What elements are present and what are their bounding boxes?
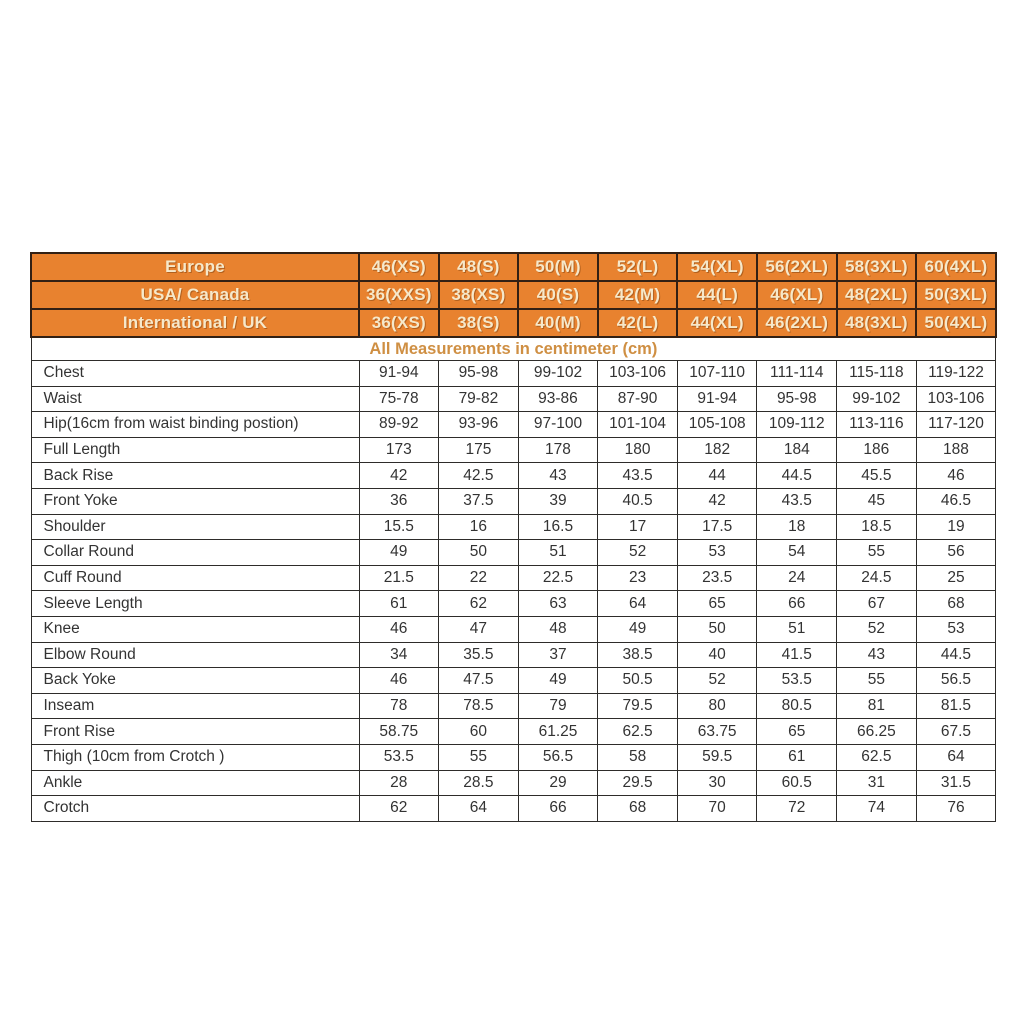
value-cell: 39 — [518, 488, 598, 514]
value-cell: 22 — [439, 565, 519, 591]
row-label: Inseam — [31, 693, 359, 719]
table-row — [31, 463, 996, 489]
value-cell: 50 — [677, 616, 757, 642]
value-cell: 103-106 — [916, 386, 996, 412]
value-cell: 52 — [677, 668, 757, 694]
value-cell: 42 — [677, 488, 757, 514]
value-cell: 53.5 — [757, 668, 837, 694]
value-cell: 48 — [518, 616, 598, 642]
row-label: Back Yoke — [31, 668, 359, 694]
value-cell: 63 — [518, 591, 598, 617]
value-cell: 117-120 — [916, 412, 996, 438]
row-label: Front Yoke — [31, 488, 359, 514]
row-label: Cuff Round — [31, 565, 359, 591]
table-row — [31, 744, 996, 770]
row-label: Sleeve Length — [31, 591, 359, 617]
size-cell: 54(XL) — [677, 253, 757, 281]
value-cell: 78 — [359, 693, 439, 719]
table-row — [31, 719, 996, 745]
value-cell: 23.5 — [677, 565, 757, 591]
value-cell: 68 — [598, 796, 678, 822]
value-cell: 46 — [916, 463, 996, 489]
value-cell: 28 — [359, 770, 439, 796]
measurement-unit-note: All Measurements in centimeter (cm) — [31, 337, 996, 361]
value-cell: 80 — [677, 693, 757, 719]
value-cell: 51 — [757, 616, 837, 642]
size-cell: 44(L) — [677, 281, 757, 309]
value-cell: 34 — [359, 642, 439, 668]
size-cell: 52(L) — [598, 253, 678, 281]
size-cell: 42(L) — [598, 309, 678, 337]
table-row — [31, 770, 996, 796]
value-cell: 21.5 — [359, 565, 439, 591]
table-row — [31, 540, 996, 566]
value-cell: 103-106 — [598, 361, 678, 387]
value-cell: 51 — [518, 540, 598, 566]
row-label: Collar Round — [31, 540, 359, 566]
header-row-europe — [31, 253, 996, 281]
value-cell: 93-96 — [439, 412, 519, 438]
table-row — [31, 412, 996, 438]
table-row — [31, 514, 996, 540]
value-cell: 75-78 — [359, 386, 439, 412]
table-row — [31, 437, 996, 463]
table-row — [31, 642, 996, 668]
value-cell: 56 — [916, 540, 996, 566]
header-row-usa-canada — [31, 281, 996, 309]
value-cell: 61 — [359, 591, 439, 617]
value-cell: 89-92 — [359, 412, 439, 438]
value-cell: 41.5 — [757, 642, 837, 668]
value-cell: 37.5 — [439, 488, 519, 514]
value-cell: 61.25 — [518, 719, 598, 745]
value-cell: 18.5 — [837, 514, 917, 540]
value-cell: 49 — [598, 616, 678, 642]
value-cell: 15.5 — [359, 514, 439, 540]
value-cell: 62.5 — [837, 744, 917, 770]
value-cell: 19 — [916, 514, 996, 540]
value-cell: 60 — [439, 719, 519, 745]
size-cell: 50(3XL) — [916, 281, 996, 309]
value-cell: 16.5 — [518, 514, 598, 540]
value-cell: 43.5 — [598, 463, 678, 489]
region-label-international-uk: International / UK — [31, 309, 359, 337]
value-cell: 43.5 — [757, 488, 837, 514]
row-label: Ankle — [31, 770, 359, 796]
value-cell: 62 — [359, 796, 439, 822]
value-cell: 65 — [757, 719, 837, 745]
size-cell: 50(4XL) — [916, 309, 996, 337]
value-cell: 24.5 — [837, 565, 917, 591]
value-cell: 109-112 — [757, 412, 837, 438]
value-cell: 35.5 — [439, 642, 519, 668]
value-cell: 70 — [677, 796, 757, 822]
value-cell: 49 — [518, 668, 598, 694]
value-cell: 54 — [757, 540, 837, 566]
value-cell: 24 — [757, 565, 837, 591]
value-cell: 29 — [518, 770, 598, 796]
value-cell: 38.5 — [598, 642, 678, 668]
measurement-rows — [31, 361, 996, 822]
value-cell: 56.5 — [916, 668, 996, 694]
value-cell: 79-82 — [439, 386, 519, 412]
value-cell: 47.5 — [439, 668, 519, 694]
size-cell: 48(S) — [439, 253, 519, 281]
value-cell: 64 — [916, 744, 996, 770]
value-cell: 99-102 — [837, 386, 917, 412]
value-cell: 93-86 — [518, 386, 598, 412]
size-cell: 44(XL) — [677, 309, 757, 337]
value-cell: 50.5 — [598, 668, 678, 694]
value-cell: 42.5 — [439, 463, 519, 489]
value-cell: 115-118 — [837, 361, 917, 387]
value-cell: 78.5 — [439, 693, 519, 719]
size-cell: 38(S) — [439, 309, 519, 337]
value-cell: 95-98 — [439, 361, 519, 387]
value-cell: 59.5 — [677, 744, 757, 770]
size-chart-container — [30, 252, 995, 822]
value-cell: 79 — [518, 693, 598, 719]
subtitle-row — [31, 337, 996, 361]
value-cell: 66 — [518, 796, 598, 822]
row-label: Crotch — [31, 796, 359, 822]
value-cell: 184 — [757, 437, 837, 463]
value-cell: 81.5 — [916, 693, 996, 719]
row-label: Waist — [31, 386, 359, 412]
value-cell: 119-122 — [916, 361, 996, 387]
value-cell: 49 — [359, 540, 439, 566]
value-cell: 66.25 — [837, 719, 917, 745]
size-cell: 46(2XL) — [757, 309, 837, 337]
value-cell: 18 — [757, 514, 837, 540]
value-cell: 113-116 — [837, 412, 917, 438]
value-cell: 29.5 — [598, 770, 678, 796]
table-row — [31, 565, 996, 591]
size-cell: 40(S) — [518, 281, 598, 309]
value-cell: 52 — [837, 616, 917, 642]
size-cell: 42(M) — [598, 281, 678, 309]
value-cell: 58.75 — [359, 719, 439, 745]
table-row — [31, 591, 996, 617]
size-cell: 56(2XL) — [757, 253, 837, 281]
value-cell: 23 — [598, 565, 678, 591]
value-cell: 67 — [837, 591, 917, 617]
value-cell: 50 — [439, 540, 519, 566]
value-cell: 16 — [439, 514, 519, 540]
size-cell: 46(XL) — [757, 281, 837, 309]
row-label: Front Rise — [31, 719, 359, 745]
value-cell: 53 — [677, 540, 757, 566]
value-cell: 99-102 — [518, 361, 598, 387]
value-cell: 42 — [359, 463, 439, 489]
row-label: Back Rise — [31, 463, 359, 489]
size-cell: 58(3XL) — [837, 253, 917, 281]
value-cell: 58 — [598, 744, 678, 770]
size-chart-table — [30, 252, 997, 822]
value-cell: 81 — [837, 693, 917, 719]
value-cell: 65 — [677, 591, 757, 617]
value-cell: 46.5 — [916, 488, 996, 514]
value-cell: 46 — [359, 668, 439, 694]
value-cell: 53.5 — [359, 744, 439, 770]
value-cell: 74 — [837, 796, 917, 822]
row-label: Thigh (10cm from Crotch ) — [31, 744, 359, 770]
value-cell: 44.5 — [916, 642, 996, 668]
row-label: Shoulder — [31, 514, 359, 540]
value-cell: 91-94 — [359, 361, 439, 387]
value-cell: 105-108 — [677, 412, 757, 438]
row-label: Chest — [31, 361, 359, 387]
value-cell: 52 — [598, 540, 678, 566]
header-row-international-uk — [31, 309, 996, 337]
value-cell: 76 — [916, 796, 996, 822]
value-cell: 87-90 — [598, 386, 678, 412]
value-cell: 64 — [439, 796, 519, 822]
value-cell: 111-114 — [757, 361, 837, 387]
row-label: Elbow Round — [31, 642, 359, 668]
value-cell: 36 — [359, 488, 439, 514]
value-cell: 61 — [757, 744, 837, 770]
value-cell: 31.5 — [916, 770, 996, 796]
value-cell: 37 — [518, 642, 598, 668]
value-cell: 28.5 — [439, 770, 519, 796]
value-cell: 66 — [757, 591, 837, 617]
value-cell: 79.5 — [598, 693, 678, 719]
value-cell: 68 — [916, 591, 996, 617]
row-label: Knee — [31, 616, 359, 642]
value-cell: 53 — [916, 616, 996, 642]
value-cell: 45.5 — [837, 463, 917, 489]
value-cell: 55 — [837, 668, 917, 694]
size-cell: 48(3XL) — [837, 309, 917, 337]
value-cell: 40.5 — [598, 488, 678, 514]
value-cell: 186 — [837, 437, 917, 463]
size-cell: 36(XS) — [359, 309, 439, 337]
value-cell: 72 — [757, 796, 837, 822]
table-row — [31, 668, 996, 694]
value-cell: 64 — [598, 591, 678, 617]
table-row — [31, 693, 996, 719]
value-cell: 17 — [598, 514, 678, 540]
value-cell: 47 — [439, 616, 519, 642]
value-cell: 40 — [677, 642, 757, 668]
value-cell: 101-104 — [598, 412, 678, 438]
region-label-europe: Europe — [31, 253, 359, 281]
size-cell: 48(2XL) — [837, 281, 917, 309]
value-cell: 46 — [359, 616, 439, 642]
value-cell: 30 — [677, 770, 757, 796]
size-cell: 38(XS) — [439, 281, 519, 309]
value-cell: 95-98 — [757, 386, 837, 412]
table-row — [31, 386, 996, 412]
value-cell: 55 — [439, 744, 519, 770]
value-cell: 63.75 — [677, 719, 757, 745]
value-cell: 173 — [359, 437, 439, 463]
size-cell: 36(XXS) — [359, 281, 439, 309]
value-cell: 31 — [837, 770, 917, 796]
value-cell: 55 — [837, 540, 917, 566]
value-cell: 188 — [916, 437, 996, 463]
value-cell: 43 — [837, 642, 917, 668]
value-cell: 67.5 — [916, 719, 996, 745]
size-cell: 50(M) — [518, 253, 598, 281]
value-cell: 45 — [837, 488, 917, 514]
value-cell: 60.5 — [757, 770, 837, 796]
value-cell: 107-110 — [677, 361, 757, 387]
value-cell: 62.5 — [598, 719, 678, 745]
value-cell: 22.5 — [518, 565, 598, 591]
table-row — [31, 616, 996, 642]
value-cell: 97-100 — [518, 412, 598, 438]
value-cell: 180 — [598, 437, 678, 463]
value-cell: 56.5 — [518, 744, 598, 770]
value-cell: 44.5 — [757, 463, 837, 489]
value-cell: 175 — [439, 437, 519, 463]
table-row — [31, 796, 996, 822]
value-cell: 178 — [518, 437, 598, 463]
value-cell: 44 — [677, 463, 757, 489]
table-row — [31, 361, 996, 387]
row-label: Hip(16cm from waist binding postion) — [31, 412, 359, 438]
value-cell: 182 — [677, 437, 757, 463]
size-cell: 46(XS) — [359, 253, 439, 281]
region-label-usa-canada: USA/ Canada — [31, 281, 359, 309]
size-cell: 60(4XL) — [916, 253, 996, 281]
value-cell: 43 — [518, 463, 598, 489]
value-cell: 62 — [439, 591, 519, 617]
row-label: Full Length — [31, 437, 359, 463]
value-cell: 80.5 — [757, 693, 837, 719]
value-cell: 25 — [916, 565, 996, 591]
value-cell: 91-94 — [677, 386, 757, 412]
size-chart-header — [31, 253, 996, 361]
value-cell: 17.5 — [677, 514, 757, 540]
table-row — [31, 488, 996, 514]
size-cell: 40(M) — [518, 309, 598, 337]
